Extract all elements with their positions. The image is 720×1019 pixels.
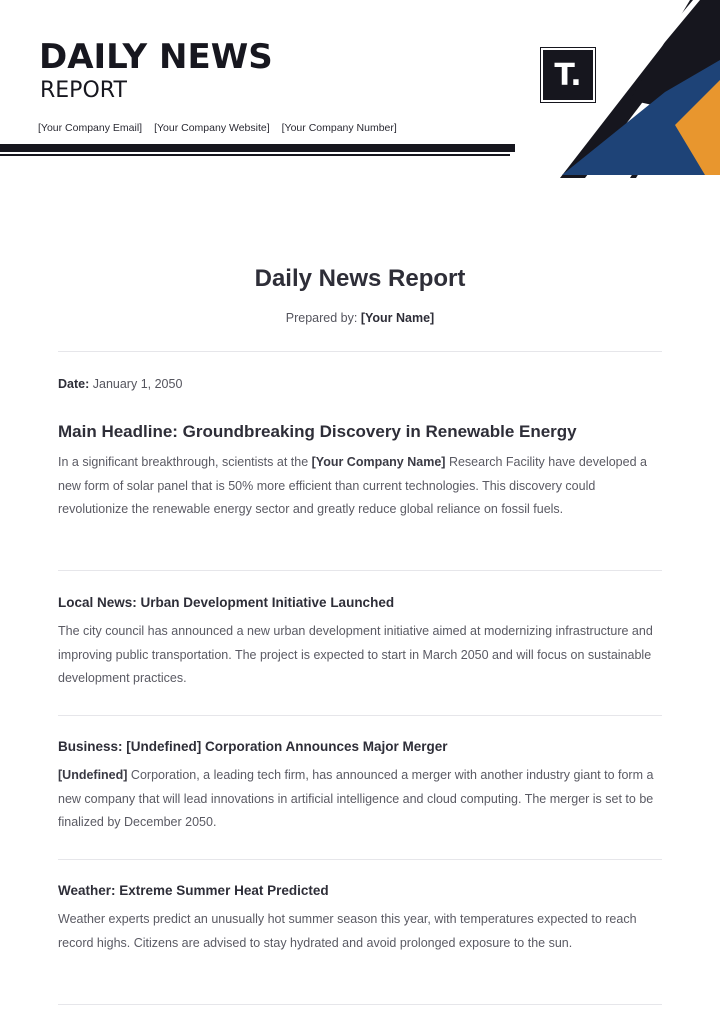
divider	[58, 1004, 662, 1005]
date-label: Date:	[58, 377, 90, 391]
header-rule-thin	[0, 154, 510, 156]
section-text: [Undefined] Corporation, a leading tech firm, has announced a merger with another industry giant to form a new company that will lead innovations in artificial intelligence and cloud computing. The merger is set to be finalized by December 2050.	[58, 768, 654, 829]
section-text: The city council has announced a new urban development initiative aimed at modernizing infrastructure and improving public transportation. The project is expected to start in March 2050 and will focus on sustainable development practices.	[58, 624, 653, 685]
section-main-headline	[58, 422, 662, 522]
header-rule	[0, 144, 515, 152]
divider	[58, 859, 662, 860]
section-heading: Business: [Undefined] Corporation Announces Major Merger	[58, 739, 448, 754]
section-local-news	[58, 595, 662, 691]
company-name-placeholder: [Your Company Name]	[311, 455, 446, 469]
brand-subtitle: REPORT	[40, 78, 127, 103]
section-text: In a significant breakthrough, scientists at the [Your Company Name] Research Facility have developed a new form of solar panel that is 50% more efficient than current technologies. This discovery could revolutionize the renewable energy sector and greatly reduce global reliance on fossil fuels.	[58, 455, 647, 516]
section-weather	[58, 883, 662, 955]
report-date	[58, 377, 182, 391]
contact-line	[38, 122, 397, 134]
report-title: Daily News Report	[254, 265, 466, 292]
brand-title: DAILY NEWS	[39, 37, 273, 77]
company-number: [Your Company Number]	[281, 122, 397, 134]
divider	[58, 570, 662, 571]
prepared-by	[58, 311, 662, 325]
section-heading: Main Headline: Groundbreaking Discovery in Renewable Energy	[58, 422, 577, 441]
section-business	[58, 739, 662, 835]
date-value: January 1, 2050	[92, 377, 183, 391]
prepared-label: Prepared by:	[285, 311, 358, 325]
company-website: [Your Company Website]	[154, 122, 270, 134]
section-heading: Local News: Urban Development Initiative Launched	[58, 595, 395, 610]
undefined-placeholder: [Undefined]	[58, 768, 128, 782]
corner-decoration	[490, 0, 720, 180]
company-logo: T.	[541, 48, 595, 102]
page-header	[0, 0, 720, 180]
company-email: [Your Company Email]	[38, 122, 143, 134]
section-text: Weather experts predict an unusually hot summer season this year, with temperatures expected to reach record highs. Citizens are advised to stay hydrated and avoid prolonged exposure to the sun.	[58, 912, 637, 950]
divider	[58, 715, 662, 716]
prepared-name: [Your Name]	[360, 311, 435, 325]
section-heading: Weather: Extreme Summer Heat Predicted	[58, 883, 329, 898]
divider	[58, 351, 662, 352]
